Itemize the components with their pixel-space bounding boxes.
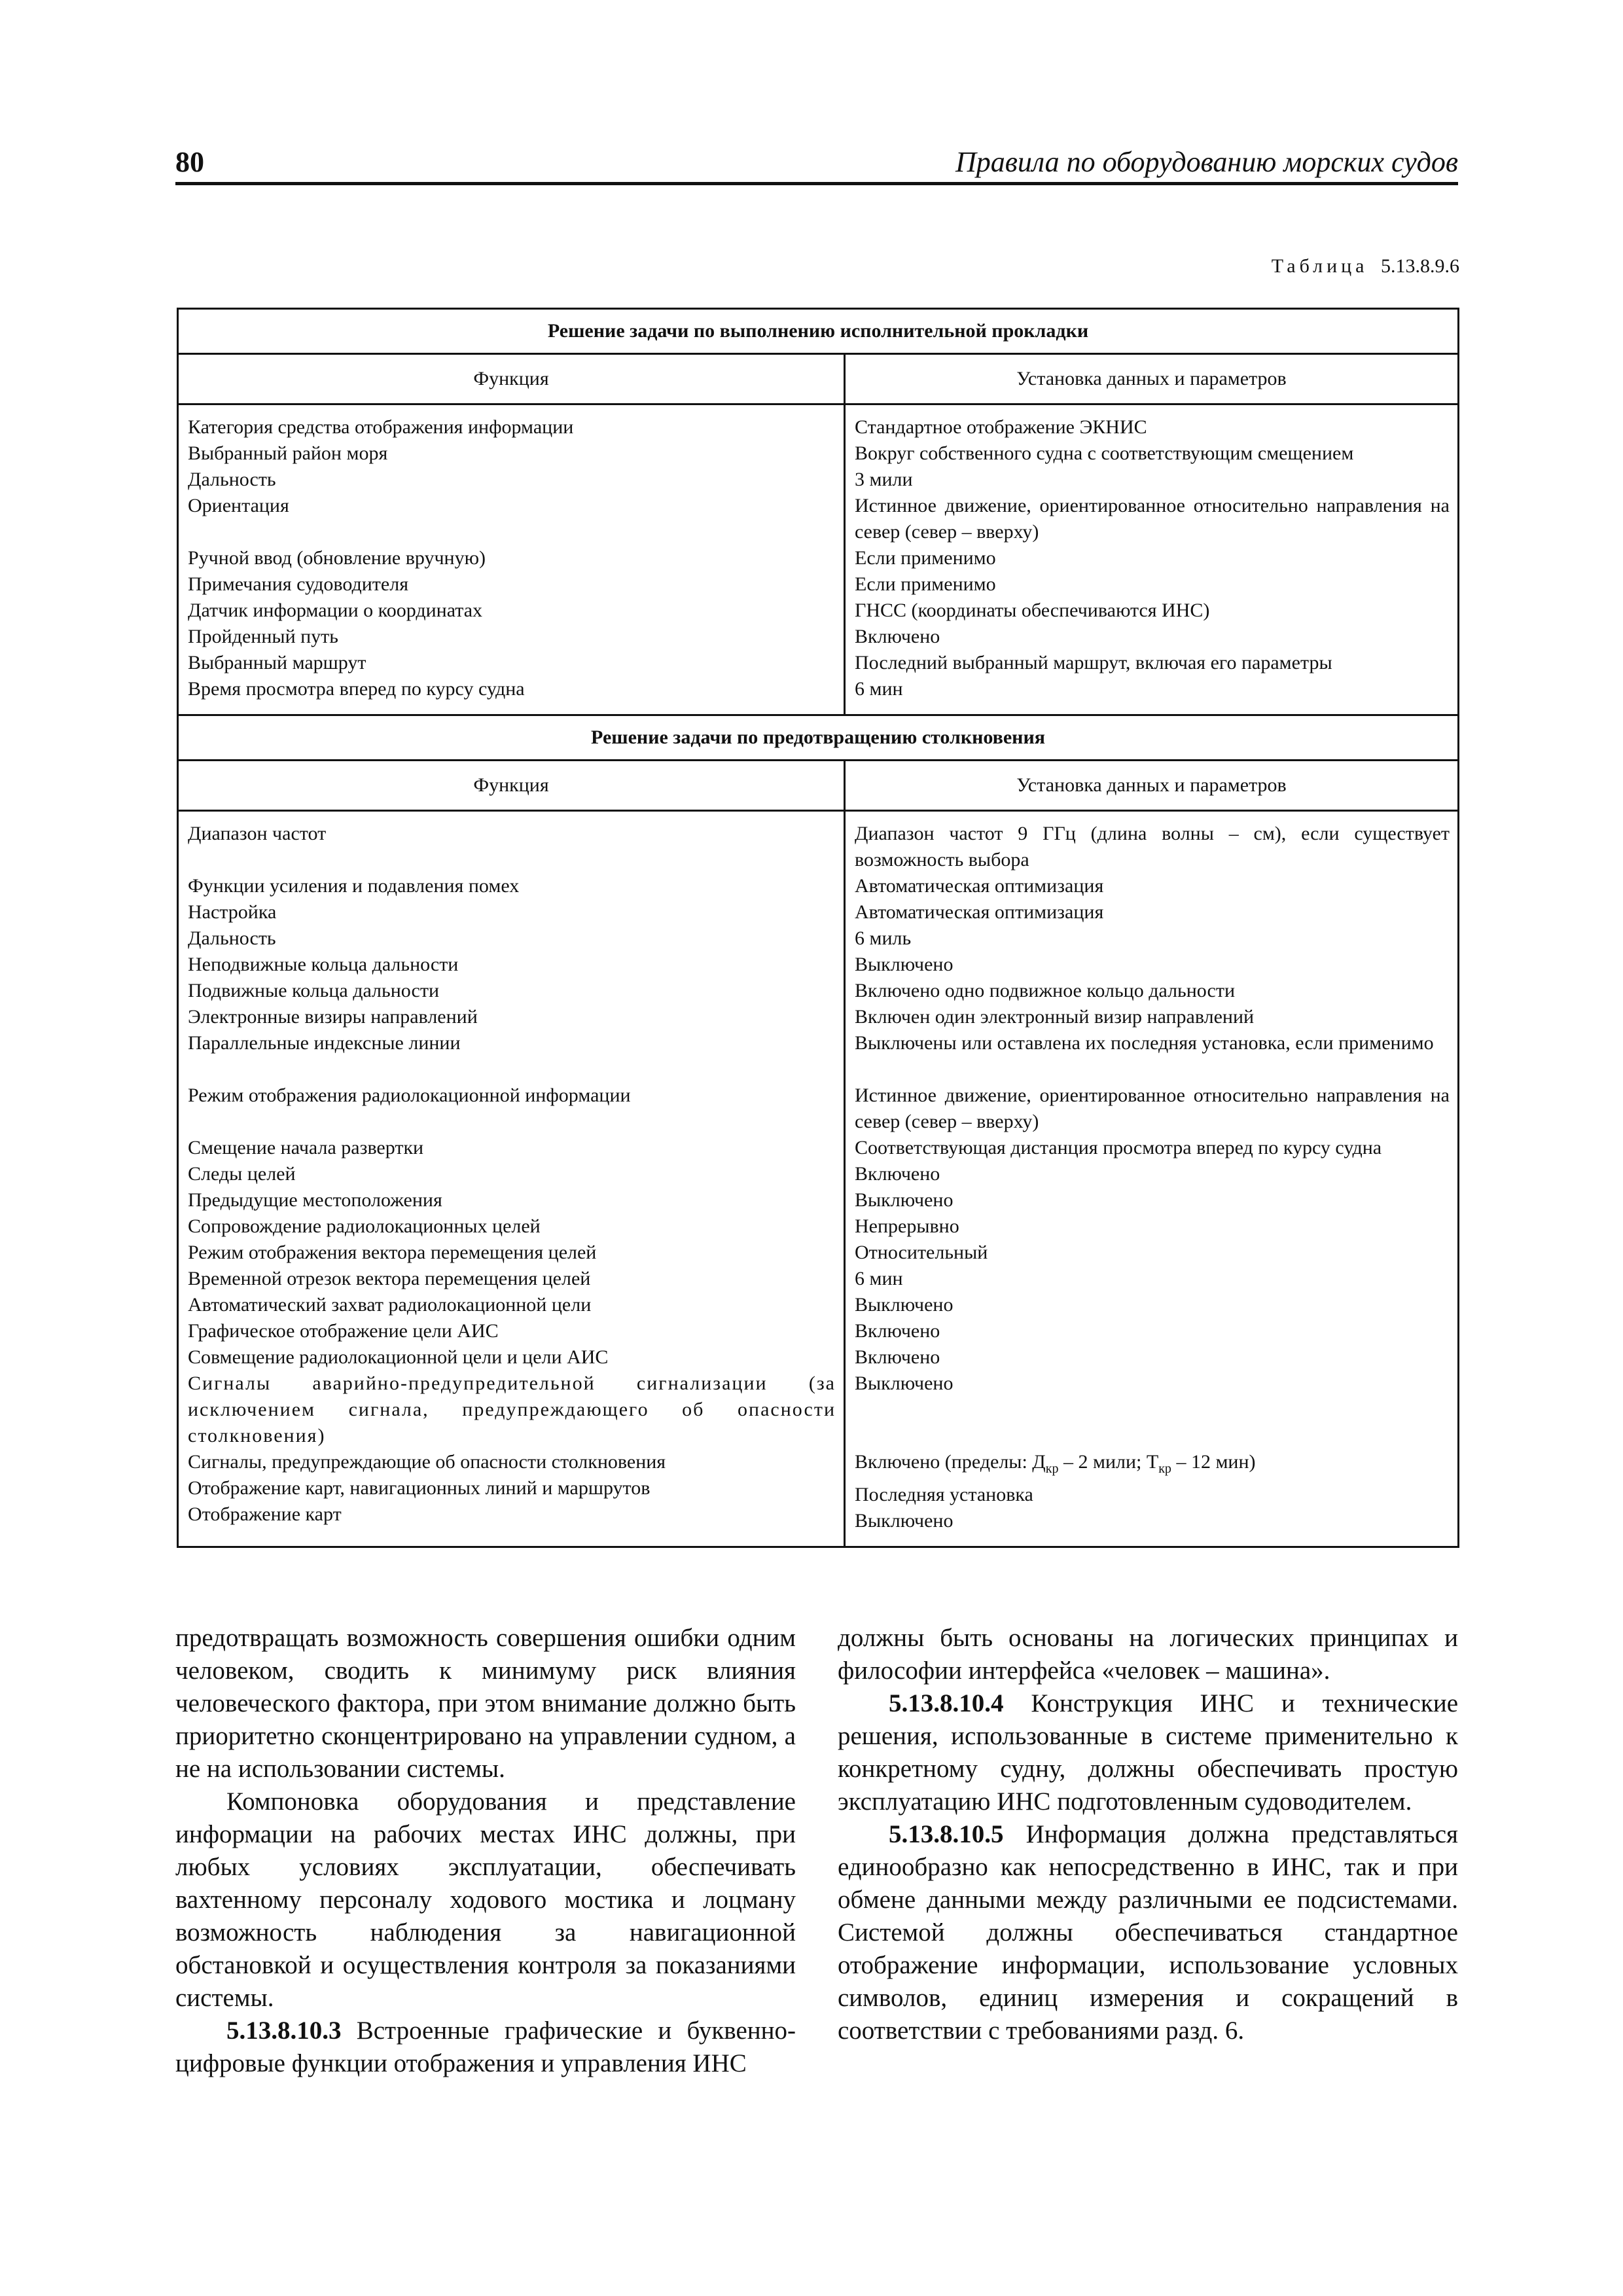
section1-settings-cell bbox=[845, 404, 1459, 715]
body-left-column bbox=[175, 1622, 796, 2080]
table-caption-number: 5.13.8.9.6 bbox=[1381, 255, 1459, 277]
function-item: Выбранный маршрут bbox=[188, 652, 366, 673]
setting-item: Диапазон частот 9 ГГц (длина волны – см), если существует возможность выбора bbox=[855, 823, 1450, 870]
function-item: Следы целей bbox=[188, 1163, 296, 1185]
function-item: Диапазон частот bbox=[188, 823, 327, 844]
setting-item: Соответствующая дистанция просмотра вперед по курсу судна bbox=[855, 1137, 1382, 1158]
setting-item: 6 мин bbox=[855, 678, 903, 700]
function-item: Дальность bbox=[188, 927, 276, 949]
setting-item: Включено bbox=[855, 1163, 940, 1185]
section2-col1-header: Функция bbox=[178, 761, 845, 811]
body-paragraph: предотвращать возможность совершения ошибки одним человеком, сводить к минимуму риск влияния человеческого фактора, при этом внимание должно быть приоритетно сконцентрировано на управлении судном, а не на использовании системы. bbox=[175, 1624, 796, 1783]
clause-number: 5.13.8.10.5 bbox=[889, 1820, 1004, 1848]
clause-text: Конструкция ИНС и технические решения, использованные в системе применительно к конкретному судну, должны обеспечивать простую эксплуатацию ИНС подготовленным судоводителем. bbox=[838, 1689, 1458, 1816]
running-title: Правила по оборудованию морских судов bbox=[955, 146, 1458, 178]
clause-text: Встроенные графические и буквенно-цифровые функции отображения и управления ИНС bbox=[175, 2017, 796, 2077]
setting-item: Включено одно подвижное кольцо дальности bbox=[855, 980, 1236, 1001]
section2-col2-header: Установка данных и параметров bbox=[845, 761, 1459, 811]
setting-item: 3 мили bbox=[855, 469, 913, 490]
function-item: Категория средства отображения информации bbox=[188, 416, 574, 438]
function-item: Функции усиления и подавления помех bbox=[188, 875, 520, 897]
setting-item: Выключено bbox=[855, 1294, 954, 1316]
setting-item: 6 мин bbox=[855, 1268, 903, 1289]
function-item: Электронные визиры направлений bbox=[188, 1006, 478, 1028]
section2-settings-cell bbox=[845, 811, 1459, 1547]
body-paragraph bbox=[838, 1818, 1458, 2047]
function-item: Неподвижные кольца дальности bbox=[188, 954, 459, 975]
function-item: Сигналы, предупреждающие об опасности столкновения bbox=[188, 1451, 666, 1473]
table-caption-word: Таблица bbox=[1271, 255, 1368, 277]
collision-limits-t-subscript: кр bbox=[1158, 1462, 1171, 1476]
section1-col2-header: Установка данных и параметров bbox=[845, 354, 1459, 404]
function-item: Параллельные индексные линии bbox=[188, 1032, 461, 1054]
setting-item: Относительный bbox=[855, 1242, 988, 1263]
function-item: Датчик информации о координатах bbox=[188, 600, 483, 621]
setting-item: Автоматическая оптимизация bbox=[855, 875, 1104, 897]
setting-item: Если применимо bbox=[855, 573, 996, 595]
section-title-row bbox=[178, 715, 1459, 761]
clause-number: 5.13.8.10.4 bbox=[889, 1689, 1004, 1717]
section-title-row bbox=[178, 309, 1459, 354]
setting-item: Включено bbox=[855, 1320, 940, 1342]
setting-item-collision-limits bbox=[855, 1449, 1450, 1482]
function-item: Отображение карт bbox=[188, 1503, 342, 1525]
section1-col1-header: Функция bbox=[178, 354, 845, 404]
clause-text: Информация должна представляться единообразно как непосредственно в ИНС, так и при обмене данными между различными ее подсистемами. Системой должны обеспечиваться стандартное отображение информации, использование условных символов, единиц измерения и сокращений в соответствии с требованиями разд. 6. bbox=[838, 1820, 1458, 2045]
setting-item: Выключено bbox=[855, 1372, 954, 1394]
function-item: Дальность bbox=[188, 469, 276, 490]
function-item: Ориентация bbox=[188, 495, 289, 516]
function-item: Отображение карт, навигационных линий и маршрутов bbox=[188, 1477, 651, 1499]
section2-functions-cell bbox=[178, 811, 845, 1547]
function-item: Примечания судоводителя bbox=[188, 573, 408, 595]
setting-item: Включено bbox=[855, 626, 940, 647]
setting-item: 6 миль bbox=[855, 927, 912, 949]
setting-item: Включено bbox=[855, 1346, 940, 1368]
clause-number: 5.13.8.10.3 bbox=[226, 2017, 342, 2045]
body-paragraph bbox=[175, 2015, 796, 2080]
setting-item: Выключены или оставлена их последняя установка, если применимо bbox=[855, 1032, 1434, 1054]
table-caption bbox=[1272, 255, 1459, 278]
function-item: Время просмотра вперед по курсу судна bbox=[188, 678, 525, 700]
setting-item: ГНСС (координаты обеспечиваются ИНС) bbox=[855, 600, 1210, 621]
setting-item: Истинное движение, ориентированное относительно направления на север (север – вверху) bbox=[855, 1085, 1450, 1132]
function-item: Выбранный район моря bbox=[188, 442, 388, 464]
body-right-column bbox=[838, 1622, 1458, 2047]
collision-limits-prefix: Включено (пределы: Д bbox=[855, 1451, 1046, 1473]
function-item: Подвижные кольца дальности bbox=[188, 980, 439, 1001]
function-item: Сигналы аварийно-предупредительной сигнализации (за исключением сигнала, предупреждающего об опасности столкновения) bbox=[188, 1372, 836, 1446]
collision-limits-t-value: – 12 мин) bbox=[1171, 1451, 1256, 1473]
setting-item: Выключено bbox=[855, 1510, 954, 1532]
setting-item: Непрерывно bbox=[855, 1215, 959, 1237]
page-number: 80 bbox=[175, 146, 204, 178]
body-paragraph: должны быть основаны на логических принципах и философии интерфейса «человек – машина». bbox=[838, 1624, 1458, 1685]
setting-item: Стандартное отображение ЭКНИС bbox=[855, 416, 1147, 438]
function-item: Сопровождение радиолокационных целей bbox=[188, 1215, 541, 1237]
function-item: Совмещение радиолокационной цели и цели АИС bbox=[188, 1346, 609, 1368]
setting-item: Автоматическая оптимизация bbox=[855, 901, 1104, 923]
function-item: Режим отображения вектора перемещения целей bbox=[188, 1242, 597, 1263]
collision-limits-d-subscript: кр bbox=[1045, 1462, 1059, 1476]
column-header-row bbox=[178, 761, 1459, 811]
column-header-row bbox=[178, 354, 1459, 404]
settings-table bbox=[177, 308, 1459, 1548]
collision-limits-d-value: – 2 мили; Т bbox=[1058, 1451, 1159, 1473]
function-item: Настройка bbox=[188, 901, 277, 923]
section1-title: Решение задачи по выполнению исполнительной прокладки bbox=[178, 309, 1459, 354]
setting-item: Если применимо bbox=[855, 547, 996, 569]
body-paragraph bbox=[838, 1687, 1458, 1818]
setting-item: Выключено bbox=[855, 1189, 954, 1211]
function-item: Ручной ввод (обновление вручную) bbox=[188, 547, 486, 569]
setting-item: Вокруг собственного судна с соответствующим смещением bbox=[855, 442, 1354, 464]
setting-item: Выключено bbox=[855, 954, 954, 975]
setting-item: Последняя установка bbox=[855, 1484, 1033, 1505]
section2-title: Решение задачи по предотвращению столкновения bbox=[178, 715, 1459, 761]
body-paragraph: Компоновка оборудования и представление информации на рабочих местах ИНС должны, при любых условиях эксплуатации, обеспечивать вахтенному персоналу ходового мостика и лоцману возможность наблюдения за навигационной обстановкой и осуществления контроля за показаниями системы. bbox=[175, 1787, 796, 2012]
setting-item: Истинное движение, ориентированное относительно направления на север (север – вверху) bbox=[855, 495, 1450, 543]
function-item: Предыдущие местоположения bbox=[188, 1189, 442, 1211]
setting-item: Последний выбранный маршрут, включая его параметры bbox=[855, 652, 1332, 673]
function-item: Автоматический захват радиолокационной цели bbox=[188, 1294, 592, 1316]
section2-body-row bbox=[178, 811, 1459, 1547]
function-item: Смещение начала развертки bbox=[188, 1137, 424, 1158]
section1-body-row bbox=[178, 404, 1459, 715]
page-header bbox=[175, 144, 1458, 185]
function-item: Пройденный путь bbox=[188, 626, 338, 647]
setting-item: Включен один электронный визир направлений bbox=[855, 1006, 1255, 1028]
section1-functions-cell bbox=[178, 404, 845, 715]
function-item: Временной отрезок вектора перемещения целей bbox=[188, 1268, 591, 1289]
function-item: Графическое отображение цели АИС bbox=[188, 1320, 499, 1342]
function-item: Режим отображения радиолокационной информации bbox=[188, 1085, 631, 1106]
